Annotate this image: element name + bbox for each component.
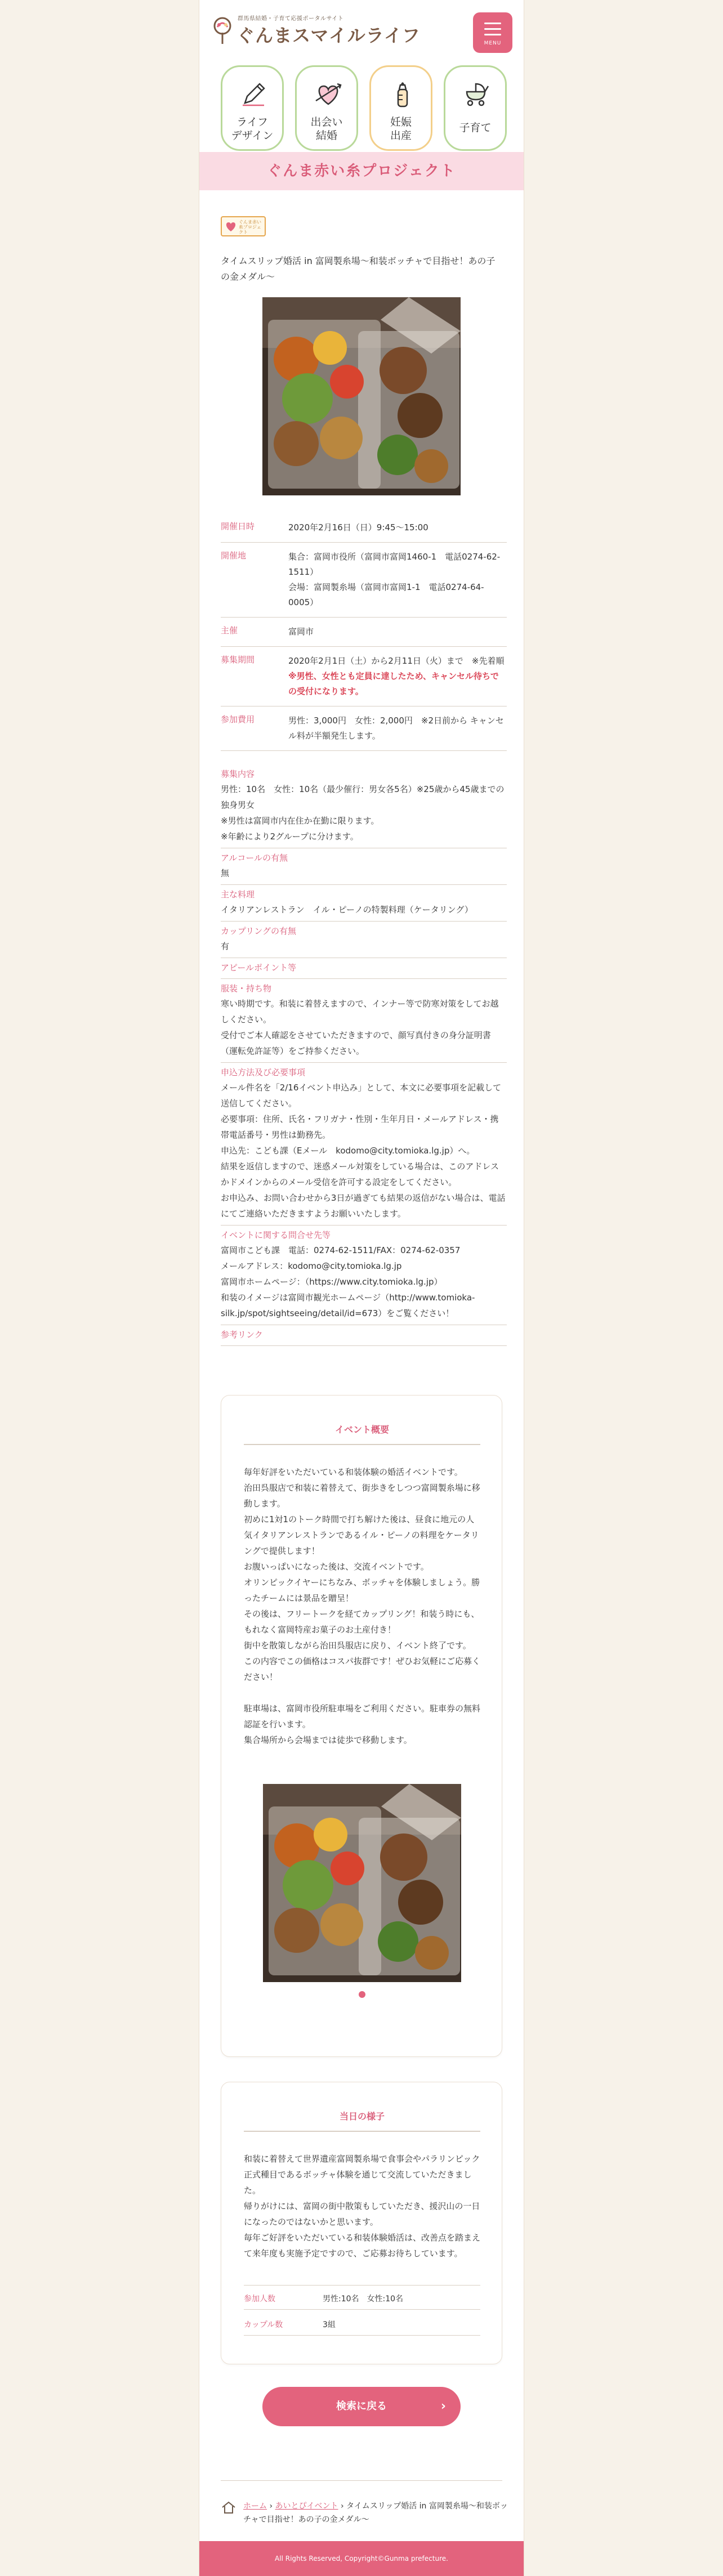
info-label: 開催地 (221, 551, 247, 561)
overview-heading: イベント概要 (334, 1424, 389, 1435)
divider (244, 1444, 480, 1445)
project-badge (221, 216, 266, 236)
detail-recruit (221, 764, 507, 848)
overview-card (221, 1395, 502, 2057)
nav-label: ライフ デザイン (231, 116, 274, 142)
copyright: All Rights Reserved, Copyright©Gunma prefecture. (199, 2541, 524, 2576)
bento-photo-illustration (263, 1784, 461, 1982)
logo-subtitle: 群馬県結婚・子育て応援ポータルサイト (238, 16, 344, 22)
info-value: 富岡市 (288, 627, 314, 637)
page-title: ぐんま赤い糸プロジェクト (199, 152, 524, 190)
pencil-icon (239, 79, 269, 109)
detail-text: イタリアンレストラン イル・ピーノの特製料理（ケータリング） (221, 905, 473, 915)
detail-appeal (221, 958, 507, 979)
menu-button[interactable] (473, 12, 512, 53)
info-note: ※男性、女性とも定員に達したため、キャンセル待ちでの受付になります。 (288, 671, 499, 696)
chevron-right-icon: › (440, 2399, 446, 2413)
divider (244, 2131, 480, 2132)
site-header (199, 0, 524, 62)
nav-item-childcare[interactable] (444, 65, 507, 151)
bento-photo-illustration (262, 297, 461, 495)
detail-label: 主な料理 (221, 889, 255, 900)
report-label: カップル数 (244, 2320, 283, 2329)
event-info-table (221, 513, 507, 751)
back-button-label: 検索に戻る (336, 2400, 387, 2412)
nav-item-life-design[interactable] (221, 65, 284, 151)
overview-photo (263, 1784, 461, 1982)
event-details (221, 764, 507, 1346)
detail-label: アルコールの有無 (221, 853, 288, 863)
detail-coupling (221, 922, 507, 958)
detail-label: 参考リンク (221, 1330, 263, 1340)
breadcrumb-current: タイムスリップ婚活 in 富岡製糸場〜和装ボッチャで目指せ！あの子の金メダル〜 (243, 2502, 508, 2524)
report-heading: 当日の様子 (339, 2111, 385, 2122)
report-value: 男性:10名 女性:10名 (323, 2295, 404, 2304)
report-value: 3組 (323, 2320, 336, 2329)
breadcrumb-separator: › (269, 2502, 273, 2511)
nav-label: 出会い 結婚 (310, 116, 343, 142)
heart-icon (224, 220, 238, 233)
nav-label: 子育て (459, 122, 492, 134)
nav-label: 妊娠 出産 (390, 116, 412, 142)
site-logo[interactable] (209, 12, 421, 50)
detail-dress (221, 979, 507, 1063)
info-row-fee (221, 706, 507, 751)
breadcrumb (243, 2499, 508, 2526)
detail-alcohol (221, 848, 507, 885)
detail-label: 募集内容 (221, 769, 255, 779)
info-label: 開催日時 (221, 521, 255, 531)
report-couples-row (244, 2313, 480, 2336)
nav-item-pregnancy[interactable] (369, 65, 432, 151)
logo-tree-icon (209, 17, 235, 45)
divider (244, 2285, 480, 2286)
info-label: 主催 (221, 625, 238, 636)
info-row-period (221, 647, 507, 706)
breadcrumb-events[interactable]: あいとぴイベント (275, 2502, 338, 2511)
divider (221, 2480, 502, 2481)
detail-label: 申込方法及び必要事項 (221, 1067, 306, 1077)
breadcrumb-separator: › (340, 2502, 344, 2511)
detail-text: 男性：10名 女性：10名（最少催行：男女各5名）※25歳から45歳までの独身男女 ※男性は富岡市内在住か在勤に限ります。 ※年齢により2グループに分けます。 (221, 784, 505, 842)
detail-food (221, 885, 507, 922)
badge-text: ぐんま赤い糸プロジェクト (239, 220, 261, 235)
page (199, 0, 524, 2576)
baby-bottle-icon (388, 79, 417, 109)
heart-arrow-icon (314, 79, 343, 109)
report-participants-row (244, 2287, 480, 2310)
report-label: 参加人数 (244, 2295, 275, 2304)
info-row-date (221, 513, 507, 543)
logo-title: ぐんまスマイルライフ (236, 25, 421, 46)
detail-label: カップリングの有無 (221, 926, 296, 936)
info-label: 募集期間 (221, 655, 255, 665)
detail-apply (221, 1063, 507, 1226)
detail-label: 服装・持ち物 (221, 983, 272, 994)
breadcrumb-home[interactable]: ホーム (243, 2502, 267, 2511)
info-value: 2020年2月1日（土）から2月11日（火）まで ※先着順 (288, 656, 505, 666)
info-label: 参加費用 (221, 714, 255, 724)
detail-text: 富岡市こども課 電話：0274-62-1511/FAX：0274-62-0357 メールアドレス：kodomo@city.tomioka.lg.jp 富岡市ホームページ：（https://www.city.tomioka.lg.jp） 和装のイメージは富岡市観光ホームページ（http://www.tomioka-silk.jp/spot/sightseeing/detail/id=673）をご覧ください！ (221, 1245, 475, 1318)
info-value: 2020年2月16日（日）9:45〜15:00 (288, 522, 429, 533)
detail-label: アピールポイント等 (221, 963, 297, 973)
detail-ref-link (221, 1325, 507, 1346)
info-value: 男性：3,000円 女性：2,000円 ※2日前から キャンセル料が半額発生します。 (288, 715, 504, 741)
detail-text: メール件名を「2/16イベント申込み」として、本文に必要事項を記載して送信してください。 必要事項：住所、氏名・フリガナ・性別・生年月日・メールアドレス・携帯電話番号・男性は勤務先。 申込先：こども課（Eメール kodomo@city.tomioka.lg.jp）へ。 結果を返信しますので、迷惑メール対策をしている場合は、このアドレスかドメインからのメール受信を許可する設定をしてください。 お申込み、お問い合わせから3日が過ぎても結果の返信がない場合は、電話にてご連絡いただきますようお願いいたします。 (221, 1083, 506, 1219)
category-nav (221, 65, 508, 151)
detail-label: イベントに関する問合せ先等 (221, 1230, 331, 1240)
detail-text: 寒い時期です。和装に着替えますので、インナー等で防寒対策をしてお越しください。 受付でご本人確認をさせていただきますので、顔写真付きの身分証明書（運転免許証等）をご持参ください。 (221, 999, 499, 1056)
event-title: タイムスリップ婚活 in 富岡製糸場〜和装ボッチャで目指せ！あの子の金メダル〜 (221, 256, 496, 282)
detail-text: 有 (221, 941, 230, 951)
stroller-icon (462, 79, 492, 109)
event-photo (262, 297, 461, 495)
carousel-dot[interactable] (359, 1991, 365, 1998)
menu-label: MENU (484, 41, 502, 46)
info-row-organizer (221, 618, 507, 647)
detail-text: 無 (221, 868, 230, 878)
home-icon (221, 2501, 236, 2514)
info-value: 集合：富岡市役所（富岡市富岡1460-1 電話0274-62-1511） 会場：富岡製糸場（富岡市富岡1-1 電話0274-64-0005） (288, 552, 501, 607)
overview-text: 毎年好評をいただいている和装体験の婚活イベントです。 治田呉服店で和装に着替えて、街歩きをしつつ富岡製糸場に移動します。 初めに1対1のトーク時間で打ち解けた後は、昼食に地元の人気イタリアンレストランであるイル・ピーノの料理をケータリングで提供します！ お腹いっぱいになった後は、交流イベントです。 オリンピックイヤーにちなみ、ボッチャを体験しましょう。勝ったチームには景品を贈呈！ その後は、フリートークを経てカップリング！和装う時にも、もれなく富岡特産お菓子のお土産付き！ 街中を散策しながら治田呉服店に戻り、イベント終了です。 この内容でこの価格はコスパ抜群です！ぜひお気軽にご応募ください！ 駐車場は、富岡市役所駐車場をご利用ください。駐車券の無料認証を行います。 集合場所から会場までは徒歩で移動します。 (244, 1467, 481, 1745)
detail-contact (221, 1226, 507, 1325)
info-row-venue (221, 543, 507, 618)
hamburger-icon (484, 23, 501, 36)
report-card (221, 2082, 502, 2364)
nav-item-marriage[interactable] (295, 65, 358, 151)
back-to-search-button[interactable] (262, 2387, 461, 2426)
report-text: 和装に着替えて世界遺産富岡製糸場で食事会やパラリンピック正式種目であるボッチャ体験を通じて交流していただきました。 帰りがけには、富岡の街中散策もしていただき、援沢山の一日になったのではないかと思います。 毎年ご好評をいただいている和装体験婚活は、改善点を踏まえて来年度も実施予定ですので、ご応募お待ちしています。 (244, 2154, 481, 2259)
